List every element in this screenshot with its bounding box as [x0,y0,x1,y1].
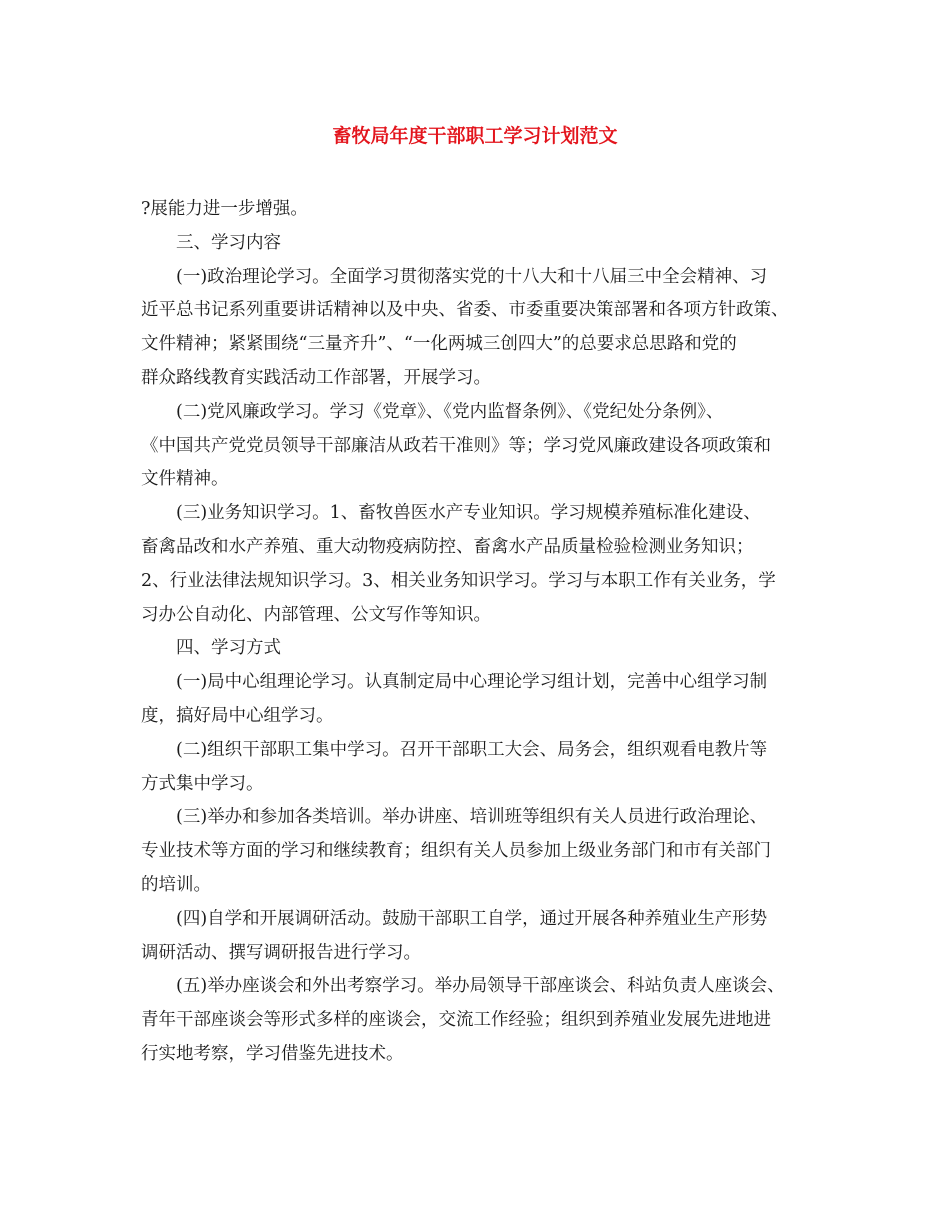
paragraph [141,801,821,902]
text-line: (五)举办座谈会和外出考察学习。举办局领导干部座谈会、科站负责人座谈会、 [176,976,785,997]
section-heading [141,227,821,261]
paragraph [141,396,821,497]
paragraph [141,193,821,227]
text-line: 畜禽品改和水产养殖、重大动物疫病防控、畜禽水产品质量检验检测业务知识； [141,536,754,557]
paragraph [141,497,821,632]
text-line: 《中国共产党党员领导干部廉洁从政若干准则》等；学习党风廉政建设各项政策和 [141,435,771,456]
text-line: 文件精神；紧紧围绕“三量齐升”、“一化两城三创四大”的总要求总思路和党的 [141,334,737,355]
text-line: (四)自学和开展调研活动。鼓励干部职工自学，通过开展各种养殖业生产形势 [176,908,768,929]
document-body [141,193,821,1072]
text-line: 文件精神。 [141,469,229,490]
paragraph [141,261,821,396]
text-line: 群众路线教育实践活动工作部署，开展学习。 [141,367,491,388]
text-line: (三)举办和参加各类培训。举办讲座、培训班等组织有关人员进行政治理论、 [176,807,768,828]
text-line: 四、学习方式 [176,638,281,659]
text-line: 的培训。 [141,874,211,895]
paragraph [141,970,821,1071]
text-line: 近平总书记系列重要讲话精神以及中央、省委、市委重要决策部署和各项方针政策、 [141,300,789,321]
text-line: 三、学习内容 [176,232,281,253]
paragraph [141,903,821,971]
text-line: (一)局中心组理论学习。认真制定局中心理论学习组计划，完善中心组学习制 [176,672,768,693]
text-line: (一)政治理论学习。全面学习贯彻落实党的十八大和十八届三中全会精神、习 [176,266,768,287]
text-line: 青年干部座谈会等形式多样的座谈会，交流工作经验；组织到养殖业发展先进地进 [141,1010,771,1031]
text-line: 专业技术等方面的学习和继续教育；组织有关人员参加上级业务部门和市有关部门 [141,841,771,862]
text-line: (二)党风廉政学习。学习《党章》、《党内监督条例》、《党纪处分条例》、 [176,401,724,422]
text-line: ?展能力进一步增强。 [141,199,308,219]
text-line: 度，搞好局中心组学习。 [141,705,334,726]
text-line: 方式集中学习。 [141,773,264,794]
text-line: 调研活动、撰写调研报告进行学习。 [141,942,421,963]
paragraph [141,666,821,734]
text-line: (二)组织干部职工集中学习。召开干部职工大会、局务会，组织观看电教片等 [176,739,768,760]
text-line: (三)业务知识学习。1、畜牧兽医水产专业知识。学习规模养殖标准化建设、 [176,503,761,524]
text-line: 习办公自动化、内部管理、公文写作等知识。 [141,604,491,625]
section-heading [141,632,821,666]
text-line: 2、行业法律法规知识学习。3、相关业务知识学习。学习与本职工作有关业务，学 [141,570,776,591]
paragraph [141,734,821,802]
document-title: 畜牧局年度干部职工学习计划范文 [332,125,618,147]
text-line: 行实地考察，学习借鉴先进技术。 [141,1043,404,1064]
